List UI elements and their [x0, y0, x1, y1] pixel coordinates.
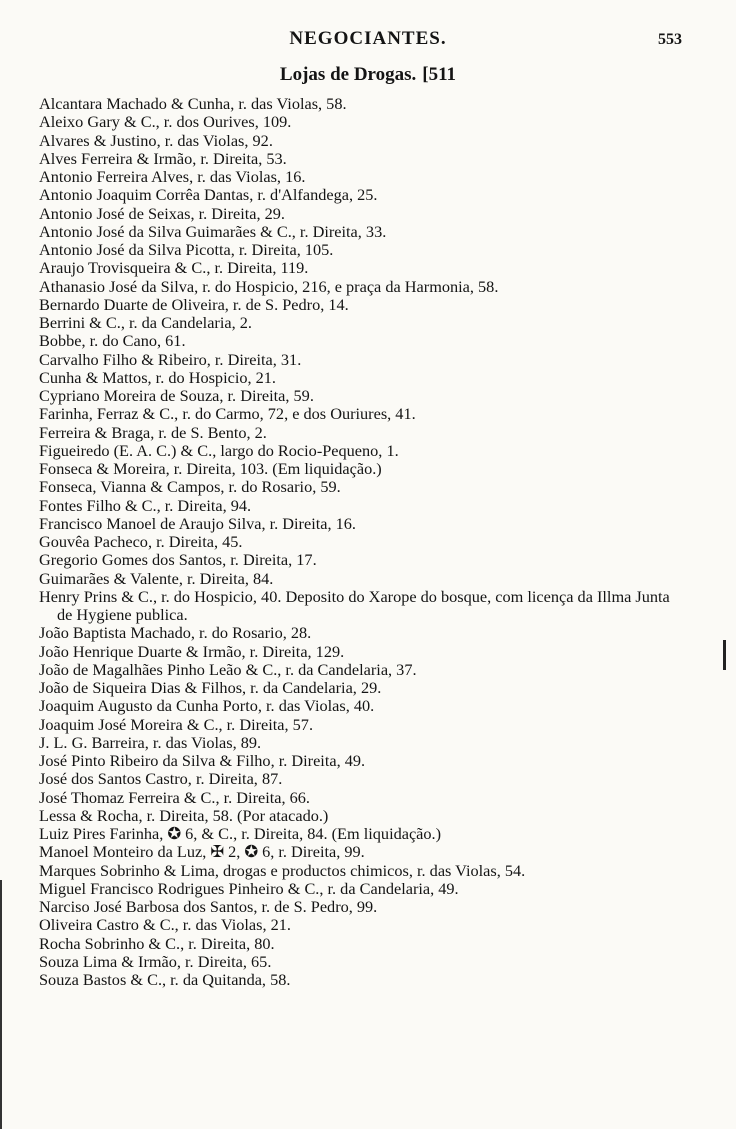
- list-item: João Baptista Machado, r. do Rosario, 28.: [39, 623, 312, 643]
- list-item: Lessa & Rocha, r. Direita, 58. (Por atacado.): [39, 805, 329, 825]
- list-item: Francisco Manoel de Araujo Silva, r. Direita, 16.: [39, 513, 356, 533]
- list-item: João de Magalhães Pinho Leão & C., r. da Candelaria, 37.: [39, 659, 417, 679]
- list-item: Figueiredo (E. A. C.) & C., largo do Rocio-Pequeno, 1.: [39, 440, 399, 460]
- list-item: Carvalho Filho & Ribeiro, r. Direita, 31.: [39, 349, 302, 369]
- list-item: Farinha, Ferraz & C., r. do Carmo, 72, e dos Ouriures, 41.: [39, 404, 416, 424]
- list-item: José Pinto Ribeiro da Silva & Filho, r. Direita, 49.: [39, 751, 366, 770]
- list-item: Cypriano Moreira de Souza, r. Direita, 59.: [39, 386, 314, 405]
- list-item: Alves Ferreira & Irmão, r. Direita, 53.: [39, 148, 287, 168]
- list-item: Antonio José de Seixas, r. Direita, 29.: [39, 203, 285, 223]
- list-item: Oliveira Castro & C., r. das Violas, 21.: [39, 915, 291, 935]
- running-head: NEGOCIANTES.: [289, 28, 447, 49]
- list-item: Aleixo Gary & C., r. dos Ourives, 109.: [39, 112, 292, 132]
- list-item: J. L. G. Barreira, r. das Violas, 89.: [39, 732, 262, 752]
- list-item: Henry Prins & C., r. do Hospicio, 40. Deposito do Xarope do bosque, com licença da Illma Junta de Hygiene publica.: [39, 586, 670, 624]
- section-title: [0, 64, 736, 86]
- page-header: [0, 26, 736, 52]
- list-item: Cunha & Mattos, r. do Hospicio, 21.: [39, 367, 276, 387]
- list-item: Narciso José Barbosa dos Santos, r. de S. Pedro, 99.: [39, 897, 378, 916]
- section-ref: [511: [422, 64, 457, 85]
- list-item: Souza Bastos & C., r. da Quitanda, 58.: [39, 970, 291, 989]
- page-edge-rule: [0, 880, 2, 1129]
- section-title-text: Lojas de Drogas.: [279, 64, 417, 85]
- list-item: Gregorio Gomes dos Santos, r. Direita, 17.: [39, 550, 317, 570]
- margin-bracket-mark: [723, 640, 726, 670]
- list-item: Araujo Trovisqueira & C., r. Direita, 119.: [39, 258, 309, 278]
- list-item: Antonio Ferreira Alves, r. das Violas, 16.: [39, 167, 306, 186]
- list-item: Gouvêa Pacheco, r. Direita, 45.: [39, 532, 243, 551]
- list-item: Berrini & C., r. da Candelaria, 2.: [39, 313, 252, 332]
- list-item: Antonio José da Silva Picotta, r. Direita, 105.: [39, 240, 334, 259]
- list-item: Miguel Francisco Rodrigues Pinheiro & C., r. da Candelaria, 49.: [39, 878, 459, 898]
- list-item: João de Siqueira Dias & Filhos, r. da Candelaria, 29.: [39, 678, 382, 697]
- list-item: Fonseca, Vianna & Campos, r. do Rosario, 59.: [39, 477, 341, 497]
- list-item: Souza Lima & Irmão, r. Direita, 65.: [39, 951, 272, 971]
- list-item: Rocha Sobrinho & C., r. Direita, 80.: [39, 933, 275, 953]
- list-item: Antonio José da Silva Guimarães & C., r. Direita, 33.: [39, 221, 387, 241]
- list-item: Bernardo Duarte de Oliveira, r. de S. Pedro, 14.: [39, 294, 349, 314]
- list-item: José Thomaz Ferreira & C., r. Direita, 66.: [39, 787, 310, 807]
- page-number: 553: [658, 31, 682, 48]
- list-item: Manoel Monteiro da Luz, ✠ 2, ✪ 6, r. Direita, 99.: [39, 842, 365, 862]
- list-item: Joaquim José Moreira & C., r. Direita, 57.: [39, 714, 314, 734]
- list-item: Luiz Pires Farinha, ✪ 6, & C., r. Direita, 84. (Em liquidação.): [39, 824, 442, 843]
- list-item: Guimarães & Valente, r. Direita, 84.: [39, 568, 274, 588]
- list-item: Fonseca & Moreira, r. Direita, 103. (Em liquidação.): [39, 459, 382, 478]
- list-item: Bobbe, r. do Cano, 61.: [39, 331, 186, 351]
- list-item: Alvares & Justino, r. das Violas, 92.: [39, 130, 273, 150]
- list-item: Marques Sobrinho & Lima, drogas e productos chimicos, r. das Violas, 54.: [39, 860, 526, 880]
- list-item: José dos Santos Castro, r. Direita, 87.: [39, 769, 283, 789]
- list-item: Alcantara Machado & Cunha, r. das Violas, 58.: [39, 94, 347, 113]
- list-item: Ferreira & Braga, r. de S. Bento, 2.: [39, 422, 267, 442]
- list-item: Joaquim Augusto da Cunha Porto, r. das Violas, 40.: [39, 696, 375, 716]
- list-item: Antonio Joaquim Corrêa Dantas, r. d'Alfandega, 25.: [39, 185, 378, 205]
- list-item: Athanasio José da Silva, r. do Hospicio, 216, e praça da Harmonia, 58.: [39, 276, 499, 296]
- entry-list: [39, 95, 689, 989]
- list-item: João Henrique Duarte & Irmão, r. Direita, 129.: [39, 641, 345, 661]
- list-item: Fontes Filho & C., r. Direita, 94.: [39, 495, 252, 515]
